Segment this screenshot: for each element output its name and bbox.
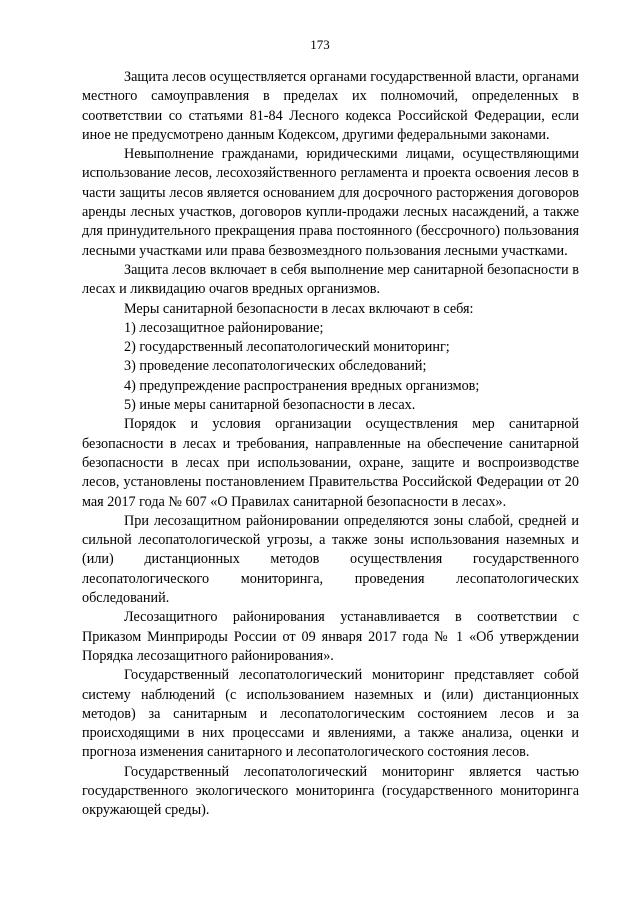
list-item-zoning: 1) лесозащитное районирование; — [124, 319, 324, 336]
paragraph-forest-protection-authorities: Защита лесов осуществляется органами государственной власти, органами местного самоуправления в пределах их полномочий, определенных в соответствии со статьями 81-84 Лесного кодекса Российской Федерации, если иное не предусмотрено данным Кодексом, другими федеральными законами. — [82, 69, 579, 143]
paragraph-monitoring-definition: Государственный лесопатологический мониторинг представляет собой систему наблюдений (с использованием наземных и (или) дистанционных методов) за санитарным и лесопатологическим состоянием лесов и за происходящими в них процессами и явлениями, а также анализа, оценки и прогноза изменения санитарного и лесопатологического состояния лесов. — [82, 667, 579, 761]
paragraph-measures-intro: Меры санитарной безопасности в лесах включают в себя: — [124, 300, 474, 317]
paragraph-monitoring-part-of: Государственный лесопатологический мониторинг является частью государственного экологического мониторинга (государственного мониторинга окружающей среды). — [82, 763, 579, 819]
paragraph-zoning-order: Лесозащитного районирования устанавливается в соответствии с Приказом Минприроды России от 09 января 2017 года № 1 «Об утверждении Порядка лесозащитного районирования». — [82, 609, 579, 664]
list-item-surveys: 3) проведение лесопатологических обследований; — [124, 358, 427, 375]
paragraph-non-compliance: Невыполнение гражданами, юридическими лицами, осуществляющими использование лесов, лесохозяйственного регламента и проекта освоения лесов в части защиты лесов является основанием для досрочного расторжения договоров аренды лесных участков, договоров купли-продажи лесных насаждений, а также для принудительного прекращения права постоянного (бессрочного) пользования лесными участками или права безвозмездного пользования лесными участками. — [82, 146, 579, 259]
list-item-monitoring: 2) государственный лесопатологический мониторинг; — [124, 339, 450, 356]
paragraph-protection-includes: Защита лесов включает в себя выполнение мер санитарной безопасности в лесах и ликвидацию очагов вредных организмов. — [82, 261, 579, 298]
paragraph-threat-zones: При лесозащитном районировании определяются зоны слабой, средней и сильной лесопатологической угрозы, а также зоны использования наземных и (или) дистанционных методов осуществления государственного лесопатологического мониторинга, проведения лесопатологических обследований. — [82, 512, 579, 607]
list-item-other-measures: 5) иные меры санитарной безопасности в лесах. — [124, 397, 416, 414]
page-number: 173 — [310, 37, 330, 52]
list-item-prevention: 4) предупреждение распространения вредных организмов; — [124, 377, 480, 394]
paragraph-procedure-and-conditions: Порядок и условия организации осуществления мер санитарной безопасности в лесах и требования, направленные на обеспечение санитарной безопасности в лесах при использовании, охране, защите и воспроизводстве лесов, установлены постановлением Правительства Российской Федерации от 20 мая 2017 года № 607 «О Правилах санитарной безопасности в лесах». — [82, 416, 579, 510]
body-text — [82, 68, 579, 821]
